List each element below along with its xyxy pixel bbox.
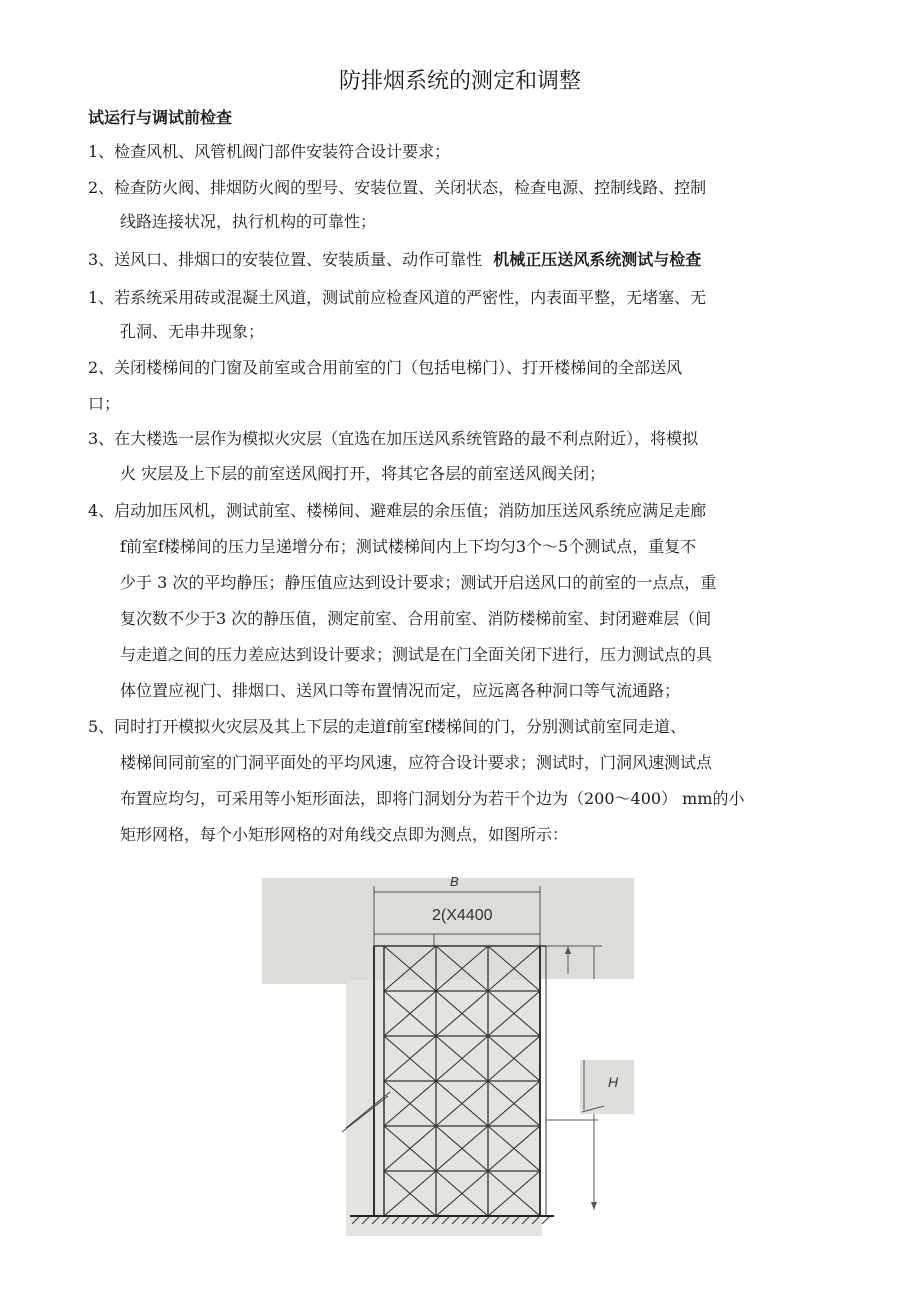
grid-diagram <box>262 874 642 1236</box>
paragraph-line: 4、启动加压风机，测试前室、楼梯间、避难层的余压值；消防加压送风系统应满足走廊 <box>88 501 707 520</box>
paragraph-line: 1、若系统采用砖或混凝土风道，测试前应检查风道的严密性，内表面平整，无堵塞、无 <box>88 288 707 307</box>
width-dimension-label: B <box>450 874 459 889</box>
paragraph-line: 1、检查风机、风管机阀门部件安装符合设计要求； <box>88 142 451 161</box>
paragraph-line: 2、关闭楼梯间的门窗及前室或合用前室的门（包括电梯门）、打开楼梯间的全部送风 <box>88 358 683 377</box>
section-heading-pressurization-test: 机械正压送风系统测试与检查 <box>493 250 702 269</box>
paragraph-line: 楼梯间同前室的门洞平面处的平均风速，应符合设计要求；测试时，门洞风速测试点 <box>120 753 713 772</box>
document-title: 防排烟系统的测定和调整 <box>338 69 581 94</box>
paragraph-line: 与走道之间的压力差应达到设计要求；测试是在门全面关闭下进行，压力测试点的具 <box>120 645 713 664</box>
paragraph-line: 布置应均匀，可采用等小矩形面法，即将门洞划分为若干个边为（200～400） mm的小 <box>120 789 745 808</box>
height-dimension-label: H <box>608 1074 619 1090</box>
grid-dimension-label: 2(X4400 <box>432 907 493 924</box>
paragraph-line: 少于 3 次的平均静压；静压值应达到设计要求；测试开启送风口的前室的一点点，重 <box>120 573 717 592</box>
paragraph-line: 孔洞、无串井现象； <box>120 322 265 341</box>
section-heading-pre-test-check: 试运行与调试前检查 <box>88 108 233 127</box>
paragraph-line: 口； <box>88 394 121 413</box>
paragraph-line: 矩形网格，每个小矩形网格的对角线交点即为测点，如图所示： <box>120 825 569 844</box>
paragraph-line: 体位置应视门、排烟口、送风口等布置情况而定，应远离各种洞口等气流通路； <box>120 681 681 700</box>
paragraph-line: 复次数不少于3 次的静压值，测定前室、合用前室、消防楼梯前室、封闭避难层（间 <box>120 609 712 628</box>
paragraph-line: 线路连接状况，执行机构的可靠性； <box>120 212 377 231</box>
paragraph-text: 3、送风口、排烟口的安装位置、安装质量、动作可靠性 <box>88 250 483 269</box>
paragraph-line: f前室f楼梯间的压力呈递增分布；测试楼梯间内上下均匀3个～5个测试点，重复不 <box>120 537 697 556</box>
paragraph-line: 5、同时打开模拟火灾层及其上下层的走道f前室f楼梯间的门，分别测试前室同走道、 <box>88 717 687 736</box>
paragraph-line: 3、在大楼选一层作为模拟火灾层（宜选在加压送风系统管路的最不利点附近），将模拟 <box>88 429 699 448</box>
door-measurement-grid-figure <box>262 874 642 1236</box>
paragraph-line-with-heading <box>88 249 701 271</box>
paragraph-line: 火 灾层及上下层的前室送风阀打开，将其它各层的前室送风阀关闭； <box>120 464 606 483</box>
paragraph-line: 2、检查防火阀、排烟防火阀的型号、安装位置、关闭状态，检查电源、控制线路、控制 <box>88 178 707 197</box>
